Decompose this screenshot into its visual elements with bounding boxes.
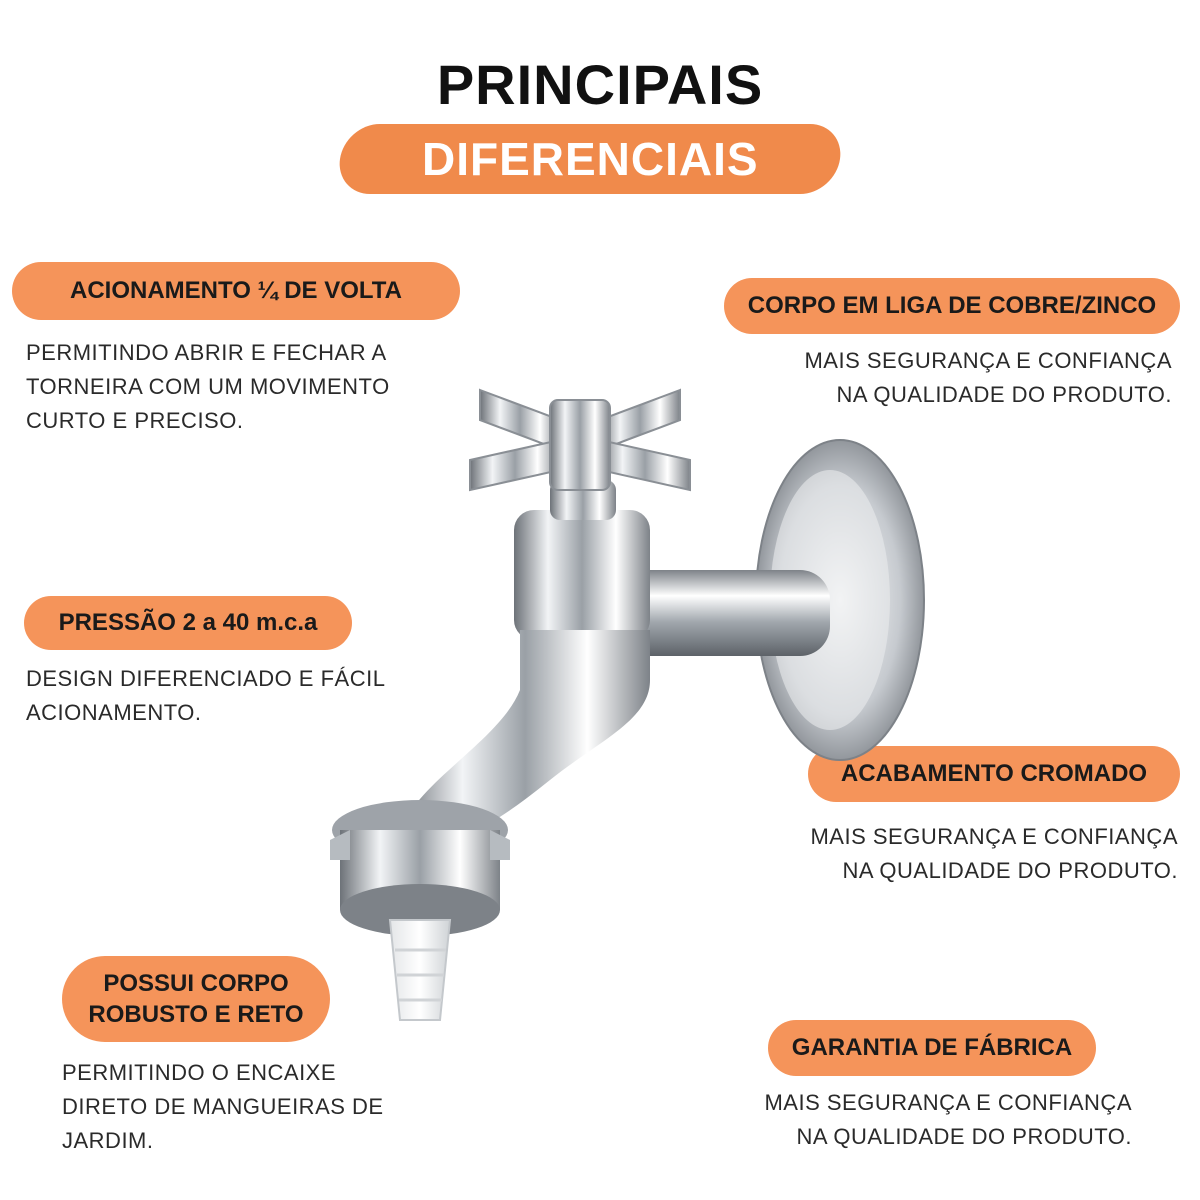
feature-badge-pressao: PRESSÃO 2 a 40 m.c.a	[24, 596, 352, 650]
feature-desc-garantia	[660, 1086, 1132, 1154]
subtitle-text: DIFERENCIAIS	[421, 133, 759, 185]
desc-line: MAIS SEGURANÇA E CONFIANÇA	[764, 1090, 1132, 1115]
desc-line: TORNEIRA COM UM MOVIMENTO	[26, 374, 390, 399]
feature-badge-corpo-robusto	[62, 956, 330, 1042]
feature-desc-corpo-robusto	[62, 1056, 384, 1158]
desc-line: NA QUALIDADE DO PRODUTO.	[796, 1124, 1132, 1149]
desc-line: PERMITINDO ABRIR E FECHAR A	[26, 340, 387, 365]
desc-line: NA QUALIDADE DO PRODUTO.	[836, 382, 1172, 407]
feature-badge-corpo-liga: CORPO EM LIGA DE COBRE/ZINCO	[724, 278, 1180, 334]
page-title: PRINCIPAIS	[436, 53, 764, 116]
desc-line: DIRETO DE MANGUEIRAS DE	[62, 1094, 384, 1119]
subtitle-pill	[335, 124, 845, 194]
desc-line: JARDIM.	[62, 1128, 154, 1153]
badge-line: ROBUSTO E RETO	[88, 1001, 304, 1028]
desc-line: MAIS SEGURANÇA E CONFIANÇA	[804, 348, 1172, 373]
desc-line: NA QUALIDADE DO PRODUTO.	[842, 858, 1178, 883]
desc-line: MAIS SEGURANÇA E CONFIANÇA	[810, 824, 1178, 849]
feature-badge-acabamento: ACABAMENTO CROMADO	[808, 746, 1180, 802]
desc-line: ACIONAMENTO.	[26, 700, 202, 725]
feature-badge-acionamento: ACIONAMENTO ¼ DE VOLTA	[12, 262, 460, 320]
feature-badge-garantia: GARANTIA DE FÁBRICA	[768, 1020, 1096, 1076]
desc-line: CURTO E PRECISO.	[26, 408, 244, 433]
faucet-icon	[300, 360, 940, 1040]
desc-line: PERMITINDO O ENCAIXE	[62, 1060, 337, 1085]
badge-line: POSSUI CORPO	[103, 969, 289, 997]
desc-line: DESIGN DIFERENCIADO E FÁCIL	[26, 666, 386, 691]
